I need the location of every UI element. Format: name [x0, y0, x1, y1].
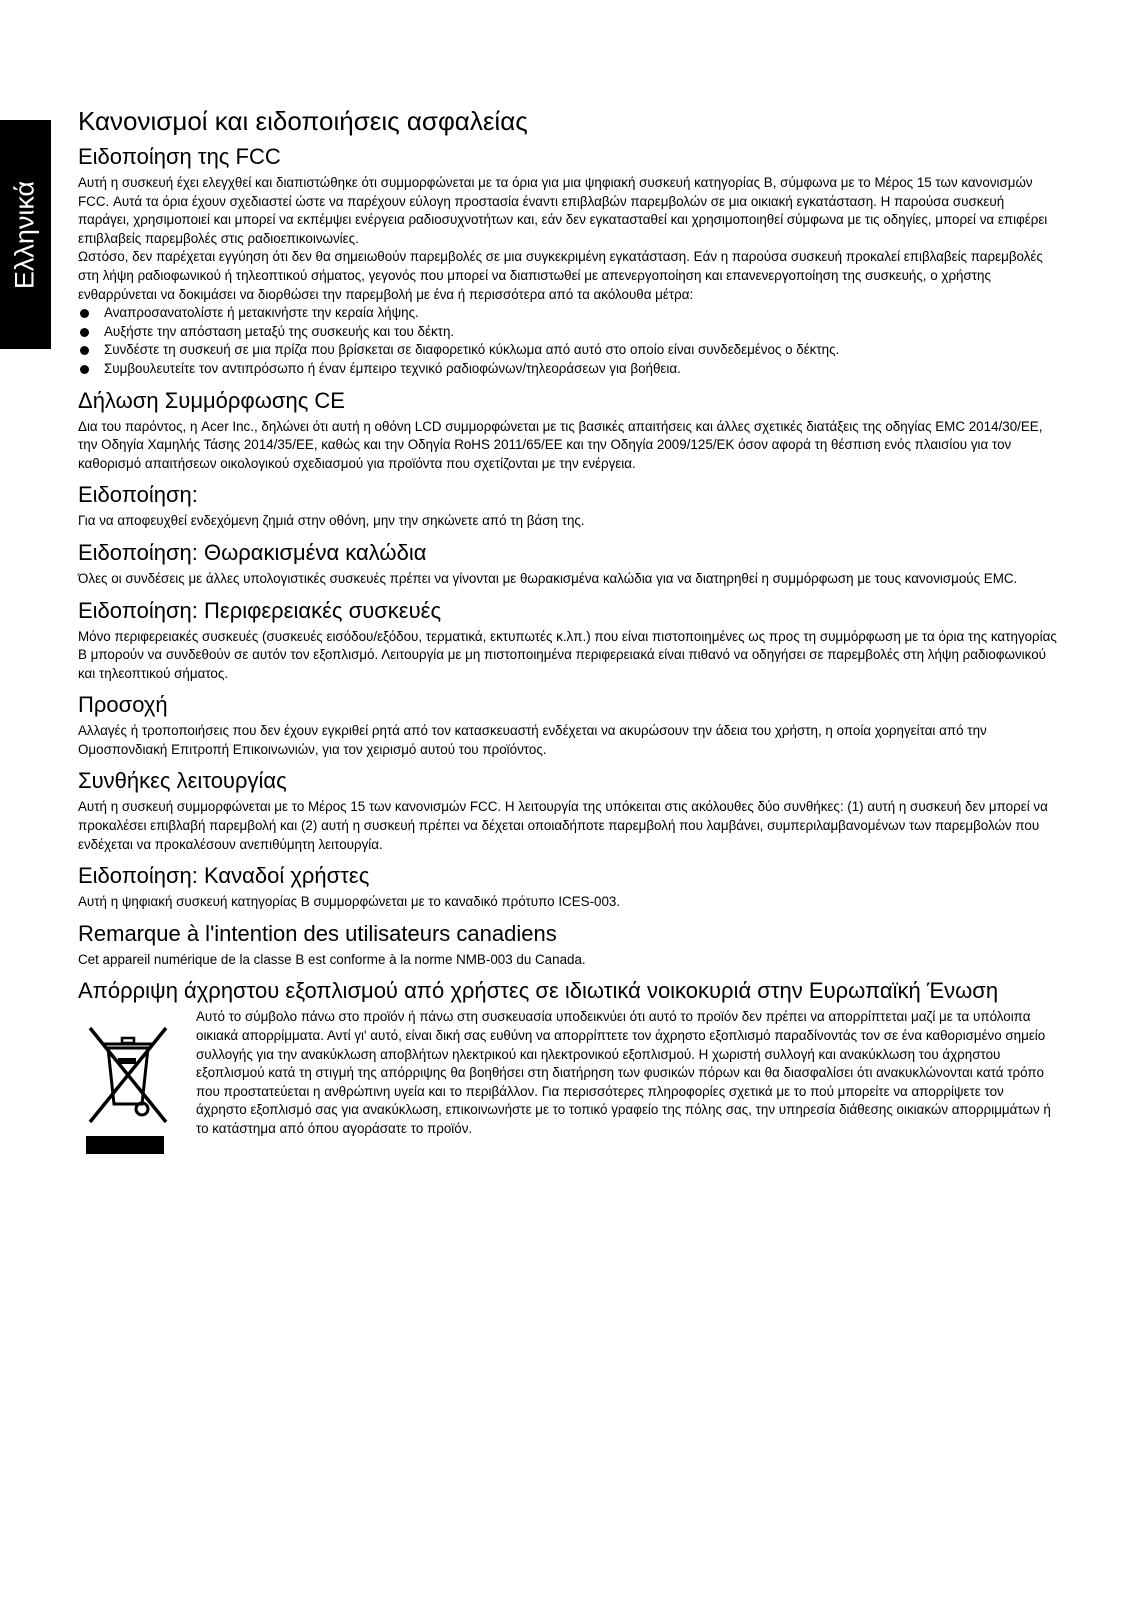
section-heading: Ειδοποίηση: Περιφερειακές συσκευές — [78, 597, 442, 623]
section-ce-declaration — [78, 386, 1058, 474]
section-heading: Ειδοποίηση: — [78, 482, 198, 508]
page-title: Κανονισμοί και ειδοποιήσεις ασφαλείας — [78, 106, 528, 136]
paragraph: Αυτή η συσκευή συμμορφώνεται με το Μέρος 15 των κανονισμών FCC. Η λειτουργία της υπόκειται στις ακόλουθες δύο συνθήκες: (1) αυτή η συσκευή δεν μπορεί να προκαλέσει επιβλαβή παρεμβολή και (2) αυτή η συσκευή πρέπει να δέχεται οποιαδήποτε παρεμβολή που λαμβάνει, συμπεριλαμβανομένων των παρεμβολών που ενδέχεται να προκαλέσουν ανεπιθύμητη λειτουργία. — [78, 799, 1048, 852]
section-heading: Συνθήκες λειτουργίας — [78, 768, 287, 794]
weee-row — [78, 1008, 1058, 1168]
section-heading: Ειδοποίηση της FCC — [78, 144, 281, 169]
section-fcc-notice — [78, 142, 1058, 379]
section-operating-conditions — [78, 766, 1058, 854]
section-heading: Προσοχή — [78, 692, 168, 718]
paragraph: Ωστόσο, δεν παρέχεται εγγύηση ότι δεν θα σημειωθούν παρεμβολές σε μια συγκεκριμένη εγκατάσταση. Εάν η παρούσα συσκευή προκαλεί επιβλαβείς παρεμβολές στη λήψη ραδιοφωνικού ή τηλεοπτικού σήματος, γεγονός που μπορεί να διαπιστωθεί με απενεργοποίηση και επανενεργοποίηση της συσκευής, ο χρήστης ενθαρρύνεται να δοκιμάσει να διορθώσει την παρεμβολή με ένα ή περισσότερα από τα ακόλουθα μέτρα: — [78, 249, 1043, 302]
paragraph: Cet appareil numérique de la classe B est conforme à la norme NMB-003 du Canada. — [78, 951, 586, 967]
section-caution — [78, 690, 1058, 759]
paragraph: Αυτό το σύμβολο πάνω στο προϊόν ή πάνω στη συσκευασία υποδεικνύει ότι αυτό το προϊόν δεν πρέπει να απορρίπτεται μαζί με τα υπόλοιπα οικιακά απορρίμματα. Αντί γι' αυτό, είναι δική σας ευθύνη να απορρίπτετε τον άχρηστο εξοπλισμό παραδίνοντάς τον σε ένα καθορισμένο σημείο συλλογής για την ανακύκλωση αποβλήτων ηλεκτρικού και ηλεκτρονικού εξοπλισμού. Η χωριστή συλλογή και ανακύκλωση του άχρηστου εξοπλισμού κατά τη στιγμή της απόρριψης θα βοηθήσει στη διατήρηση των φυσικών πόρων και θα διασφαλίσει ότι ανακυκλώνονται κατά τρόπο που προστατεύεται η ανθρώπινη υγεία και το περιβάλλον. Για περισσότερες πληροφορίες σχετικά με το πού μπορείτε να απορρίψετε τον άχρηστο εξοπλισμό σας για ανακύκλωση, επικοινωνήστε με το τοπικό γραφείο της πόλης σας, την υπηρεσία διάθεσης οικιακών απορριμμάτων ή το κατάστημα από όπου αγοράσατε το προϊόν. — [196, 1009, 1051, 1136]
document-body — [78, 104, 1058, 1175]
paragraph: Όλες οι συνδέσεις με άλλες υπολογιστικές συσκευές πρέπει να γίνονται με θωρακισμένα καλώδια για να διατηρηθεί η συμμόρφωση με τους κανονισμούς EMC. — [78, 570, 1018, 586]
list-item: Αναπροσανατολίστε ή μετακινήστε την κεραία λήψης. — [78, 304, 1058, 323]
section-peripherals — [78, 596, 1058, 684]
crossed-out-wheelie-bin-icon — [78, 1008, 196, 1168]
section-canadian-users — [78, 861, 1058, 912]
bullet-icon — [80, 328, 89, 337]
paragraph: Αλλαγές ή τροποποιήσεις που δεν έχουν εγκριθεί ρητά από τον κατασκευαστή ενδέχεται να ακυρώσουν την άδεια του χρήστη, η οποία χορηγείται από την Ομοσπονδιακή Επιτροπή Επικοινωνιών, για τον χειρισμό αυτού του προϊόντος. — [78, 723, 987, 757]
list-item: Συνδέστε τη συσκευή σε μια πρίζα που βρίσκεται σε διαφορετικό κύκλωμα από αυτό στο οποίο είναι συνδεδεμένος ο δέκτης. — [78, 341, 1058, 360]
section-shielded-cables — [78, 538, 1058, 589]
bullet-icon — [80, 365, 89, 374]
weee-text-block — [196, 1008, 1058, 1138]
paragraph: Για να αποφευχθεί ενδεχόμενη ζημιά στην οθόνη, μην την σηκώνετε από τη βάση της. — [78, 513, 585, 529]
section-canadian-users-fr — [78, 919, 1058, 970]
language-side-tab — [0, 120, 51, 349]
section-notice — [78, 480, 1058, 531]
section-heading: Ειδοποίηση: Θωρακισμένα καλώδια — [78, 539, 427, 565]
language-tab-label: Ελληνικά — [9, 180, 40, 290]
bullet-icon — [80, 346, 89, 355]
paragraph: Μόνο περιφερειακές συσκευές (συσκευές εισόδου/εξόδου, τερματικά, εκτυπωτές κ.λπ.) που είναι πιστοποιημένες ως προς τη συμμόρφωση με τα όρια της κατηγορίας B μπορούν να συνδεθούν σε αυτόν τον εξοπλισμό. Λειτουργία με μη πιστοποιημένα περιφερειακά είναι πιθανό να οδηγήσει σε παρεμβολές στη λήψη ραδιοφωνικού και τηλεοπτικού σήματος. — [78, 628, 1057, 681]
paragraph: Αυτή η συσκευή έχει ελεγχθεί και διαπιστώθηκε ότι συμμορφώνεται με τα όρια για μια ψηφιακή συσκευή κατηγορίας B, σύμφωνα με το Μέρος 15 των κανονισμών FCC. Αυτά τα όρια έχουν σχεδιαστεί ώστε να παρέχουν εύλογη προστασία έναντι επιβλαβών παρεμβολών σε μια οικιακή εγκατάσταση. Η παρούσα συσκευή παράγει, χρησιμοποιεί και μπορεί να εκπέμψει ενέργεια ραδιοσυχνοτήτων και, εάν δεν εγκατασταθεί και χρησιμοποιηθεί σύμφωνα με τις οδηγίες, μπορεί να επιφέρει επιβλαβείς παρεμβολές στις ραδιοεπικοινωνίες. — [78, 175, 1048, 246]
section-heading: Ειδοποίηση: Καναδοί χρήστες — [78, 863, 370, 889]
section-heading: Remarque à l'intention des utilisateurs canadiens — [78, 920, 557, 946]
list-item: Συμβουλευτείτε τον αντιπρόσωπο ή έναν έμπειρο τεχνικό ραδιοφώνων/τηλεοράσεων για βοήθεια. — [78, 360, 1058, 379]
weee-black-bar — [86, 1136, 164, 1154]
measures-list — [78, 304, 1058, 378]
section-heading: Δήλωση Συμμόρφωσης CE — [78, 387, 345, 413]
section-weee-disposal — [78, 976, 1058, 1168]
wheelie-bin-drawing — [78, 1008, 178, 1133]
paragraph: Αυτή η ψηφιακή συσκευή κατηγορίας B συμμορφώνεται με το καναδικό πρότυπο ICES-003. — [78, 894, 621, 910]
section-heading: Απόρριψη άχρηστου εξοπλισμού από χρήστες σε ιδιωτικά νοικοκυριά στην Ευρωπαϊκή Ένωση — [78, 978, 999, 1004]
list-item: Αυξήστε την απόσταση μεταξύ της συσκευής και του δέκτη. — [78, 323, 1058, 342]
bullet-icon — [80, 309, 89, 318]
paragraph: Δια του παρόντος, η Acer Inc., δηλώνει ότι αυτή η οθόνη LCD συμμορφώνεται με τις βασικές απαιτήσεις και άλλες σχετικές διατάξεις της οδηγίας EMC 2014/30/EE, την Οδηγία Χαμηλής Τάσης 2014/35/EE, καθώς και την Οδηγία RoHS 2011/65/EE και την Οδηγία 2009/125/EK όσον αφορά τη θέσπιση ενός πλαισίου για τον καθορισμό απαιτήσεων οικολογικού σχεδιασμού για προϊόντα που σχετίζονται με την ενέργεια. — [78, 418, 1043, 471]
